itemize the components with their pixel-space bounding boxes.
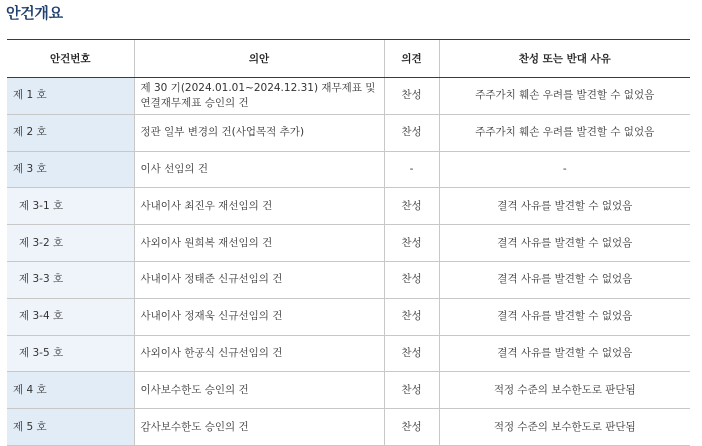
agenda-number-cell: 제 3-3 호	[7, 261, 134, 298]
reason-cell: 결격 사유를 발견할 수 없었음	[439, 261, 690, 298]
agenda-number-cell: 제 3-1 호	[7, 188, 134, 225]
opinion-cell: 찬성	[384, 409, 439, 446]
agenda-item-cell: 정관 일부 변경의 건(사업목적 추가)	[134, 114, 384, 151]
reason-cell: -	[439, 151, 690, 188]
reason-cell: 결격 사유를 발견할 수 없었음	[439, 335, 690, 372]
opinion-cell: 찬성	[384, 298, 439, 335]
reason-cell: 결격 사유를 발견할 수 없었음	[439, 298, 690, 335]
table-row	[7, 114, 690, 151]
reason-cell: 결격 사유를 발견할 수 없었음	[439, 225, 690, 262]
reason-cell: 주주가치 훼손 우려를 발견할 수 없었음	[439, 114, 690, 151]
table-row	[7, 151, 690, 188]
opinion-cell: 찬성	[384, 372, 439, 409]
agenda-item-cell: 사내이사 정재욱 신규선임의 건	[134, 298, 384, 335]
agenda-number-cell: 제 3 호	[7, 151, 134, 188]
reason-cell: 주주가치 훼손 우려를 발견할 수 없었음	[439, 78, 690, 115]
agenda-item-cell: 이사 선임의 건	[134, 151, 384, 188]
opinion-cell: 찬성	[384, 335, 439, 372]
agenda-number-cell: 제 3-2 호	[7, 225, 134, 262]
reason-cell: 적정 수준의 보수한도로 판단됨	[439, 409, 690, 446]
opinion-cell: 찬성	[384, 78, 439, 115]
table-row	[7, 188, 690, 225]
table-row	[7, 335, 690, 372]
header-opinion: 의견	[384, 40, 439, 78]
table-row	[7, 261, 690, 298]
table-row	[7, 225, 690, 262]
agenda-table	[7, 39, 690, 446]
table-row	[7, 78, 690, 115]
section-title: 안건개요	[6, 4, 63, 22]
agenda-item-cell: 사내이사 정태준 신규선임의 건	[134, 261, 384, 298]
agenda-item-cell: 사외이사 원희복 재선임의 건	[134, 225, 384, 262]
opinion-cell: 찬성	[384, 261, 439, 298]
opinion-cell: 찬성	[384, 114, 439, 151]
agenda-number-cell: 제 2 호	[7, 114, 134, 151]
header-reason: 찬성 또는 반대 사유	[439, 40, 690, 78]
agenda-number-cell: 제 5 호	[7, 409, 134, 446]
table-row	[7, 298, 690, 335]
header-agenda-item: 의안	[134, 40, 384, 78]
agenda-number-cell: 제 3-4 호	[7, 298, 134, 335]
opinion-cell: -	[384, 151, 439, 188]
agenda-item-cell: 감사보수한도 승인의 건	[134, 409, 384, 446]
opinion-cell: 찬성	[384, 225, 439, 262]
agenda-item-cell: 제 30 기(2024.01.01~2024.12.31) 재무제표 및 연결재무제표 승인의 건	[134, 78, 384, 115]
table-row	[7, 409, 690, 446]
opinion-cell: 찬성	[384, 188, 439, 225]
header-agenda-number: 안건번호	[7, 40, 134, 78]
agenda-item-cell: 사내이사 최진우 재선임의 건	[134, 188, 384, 225]
reason-cell: 적정 수준의 보수한도로 판단됨	[439, 372, 690, 409]
table-row	[7, 372, 690, 409]
reason-cell: 결격 사유를 발견할 수 없었음	[439, 188, 690, 225]
agenda-item-cell: 사외이사 한공식 신규선임의 건	[134, 335, 384, 372]
agenda-number-cell: 제 4 호	[7, 372, 134, 409]
agenda-item-cell: 이사보수한도 승인의 건	[134, 372, 384, 409]
table-header-row	[7, 40, 690, 78]
agenda-number-cell: 제 1 호	[7, 78, 134, 115]
agenda-number-cell: 제 3-5 호	[7, 335, 134, 372]
